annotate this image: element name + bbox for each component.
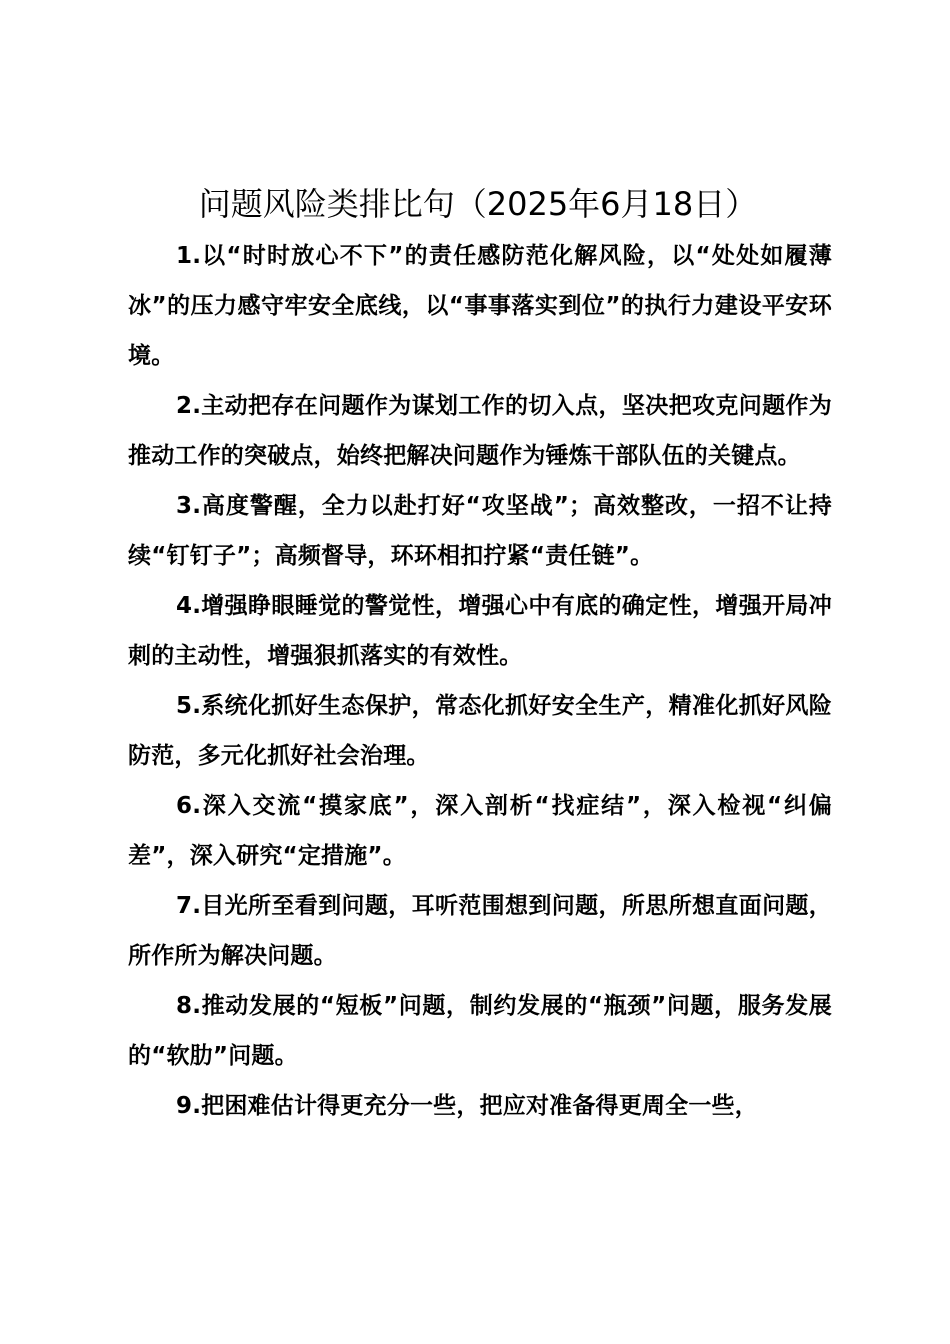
paragraph-3: 3.高度警醒，全力以赴打好“攻坚战”；高效整改，一招不让持续“钉钉子”；高频督导，环环相扣拧紧“责任链”。 (128, 493, 832, 569)
paragraph-2: 2.主动把存在问题作为谋划工作的切入点，坚决把攻克问题作为推动工作的突破点，始终把解决问题作为锤炼干部队伍的关键点。 (128, 393, 832, 469)
document-title: 问题风险类排比句（2025年6月18日） (198, 185, 758, 223)
paragraph-5: 5.系统化抓好生态保护，常态化抓好安全生产，精准化抓好风险防范，多元化抓好社会治理。 (128, 693, 832, 769)
paragraph-7: 7.目光所至看到问题，耳听范围想到问题，所思所想直面问题，所作所为解决问题。 (128, 893, 832, 969)
paragraph-1: 1.以“时时放心不下”的责任感防范化解风险，以“处处如履薄冰”的压力感守牢安全底线，以“事事落实到位”的执行力建设平安环境。 (128, 243, 832, 369)
paragraph-6: 6.深入交流“摸家底”，深入剖析“找症结”，深入检视“纠偏差”，深入研究“定措施”。 (128, 793, 832, 869)
paragraph-9: 9.把困难估计得更充分一些，把应对准备得更周全一些， (176, 1093, 758, 1119)
paragraph-4: 4.增强睁眼睡觉的警觉性，增强心中有底的确定性，增强开局冲刺的主动性，增强狠抓落实的有效性。 (128, 593, 832, 669)
paragraph-8: 8.推动发展的“短板”问题，制约发展的“瓶颈”问题，服务发展的“软肋”问题。 (128, 993, 832, 1069)
document-body (128, 231, 832, 1131)
